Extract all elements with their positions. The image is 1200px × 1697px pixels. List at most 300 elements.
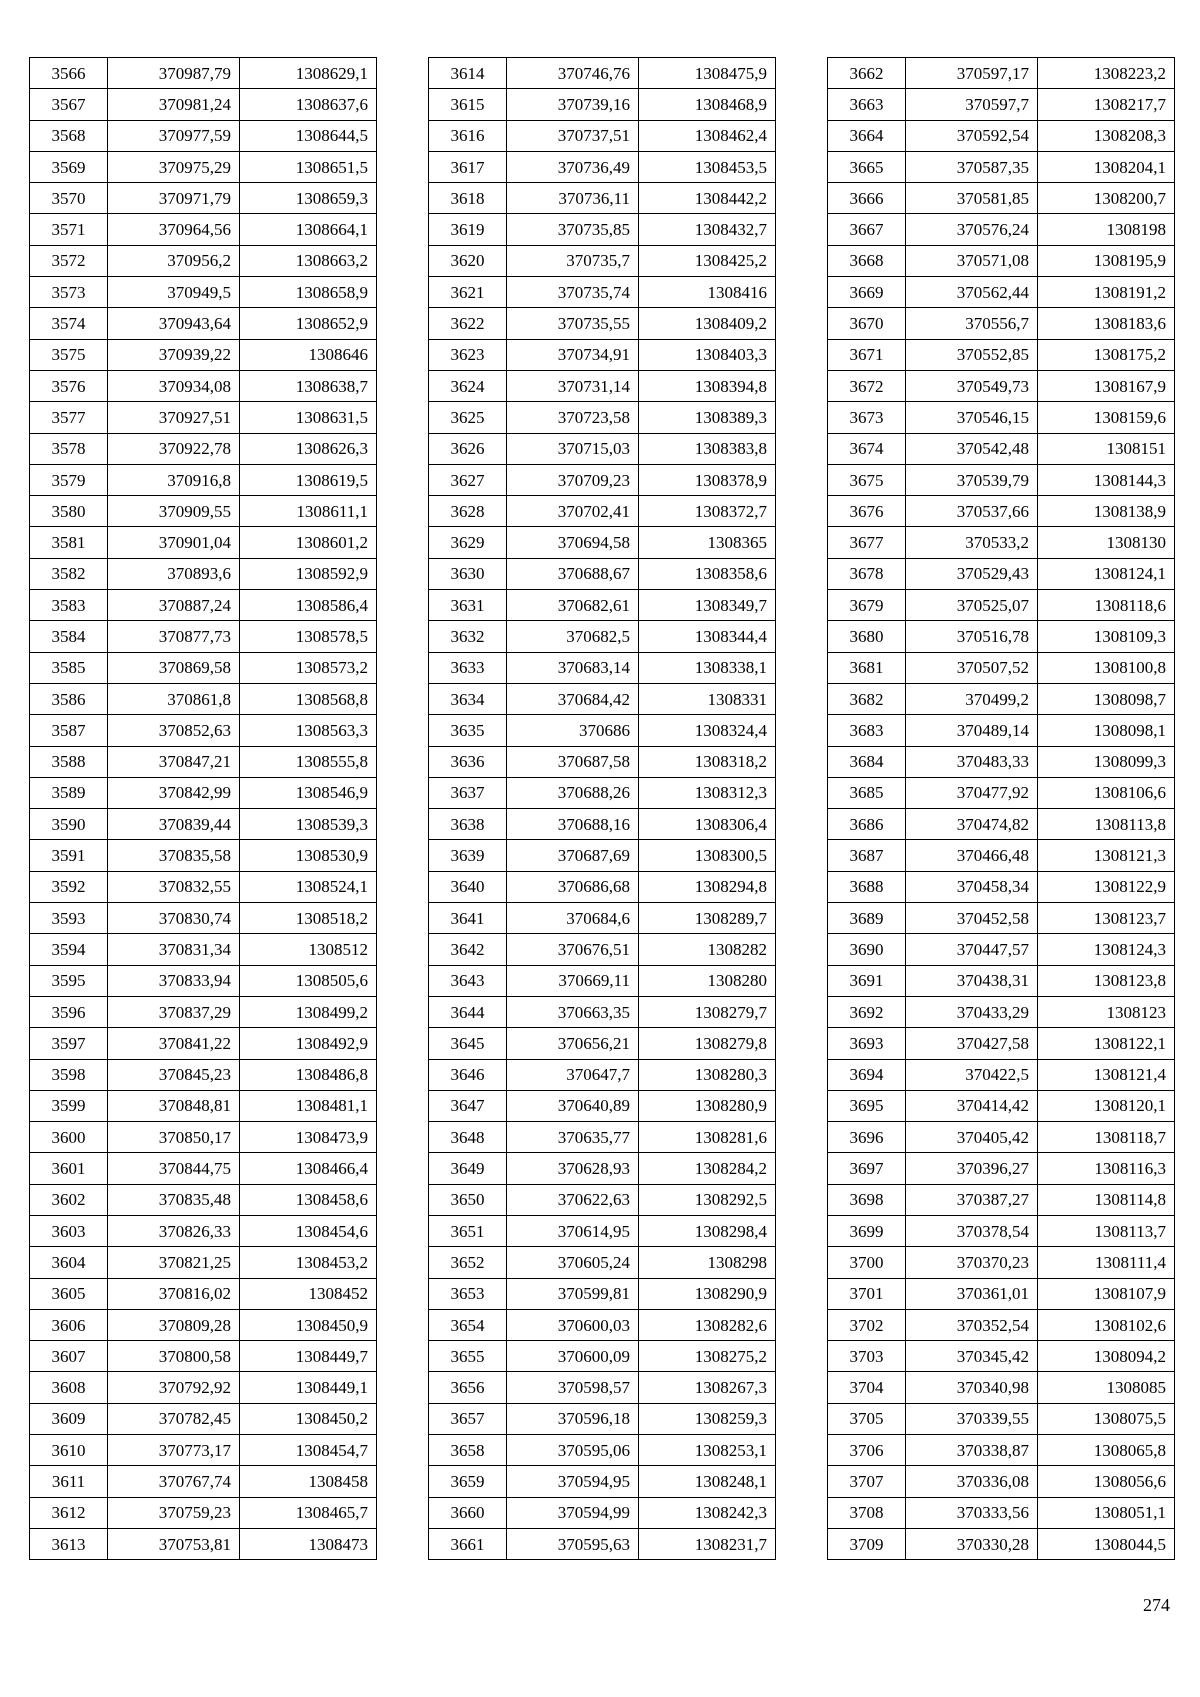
point-number-cell: 3625 bbox=[429, 402, 507, 433]
x-coordinate-cell: 370477,92 bbox=[906, 777, 1038, 808]
y-coordinate-cell: 1308659,3 bbox=[240, 183, 377, 214]
table-row bbox=[30, 1403, 377, 1434]
table-row bbox=[429, 1528, 776, 1559]
table-row bbox=[30, 1215, 377, 1246]
table-row bbox=[429, 1247, 776, 1278]
table-row bbox=[30, 1028, 377, 1059]
table-row bbox=[828, 1372, 1175, 1403]
x-coordinate-cell: 370723,58 bbox=[507, 402, 639, 433]
point-number-cell: 3658 bbox=[429, 1435, 507, 1466]
x-coordinate-cell: 370739,16 bbox=[507, 89, 639, 120]
table-row bbox=[30, 809, 377, 840]
x-coordinate-cell: 370507,52 bbox=[906, 652, 1038, 683]
point-number-cell: 3587 bbox=[30, 715, 108, 746]
x-coordinate-cell: 370352,54 bbox=[906, 1309, 1038, 1340]
y-coordinate-cell: 1308138,9 bbox=[1038, 496, 1175, 527]
table-row bbox=[828, 903, 1175, 934]
x-coordinate-cell: 370483,33 bbox=[906, 746, 1038, 777]
table-row bbox=[828, 590, 1175, 621]
table-row bbox=[30, 1090, 377, 1121]
y-coordinate-cell: 1308383,8 bbox=[639, 433, 776, 464]
point-number-cell: 3649 bbox=[429, 1153, 507, 1184]
point-number-cell: 3637 bbox=[429, 777, 507, 808]
point-number-cell: 3619 bbox=[429, 214, 507, 245]
x-coordinate-cell: 370835,58 bbox=[108, 840, 240, 871]
x-coordinate-cell: 370753,81 bbox=[108, 1528, 240, 1559]
point-number-cell: 3586 bbox=[30, 683, 108, 714]
x-coordinate-cell: 370640,89 bbox=[507, 1090, 639, 1121]
point-number-cell: 3692 bbox=[828, 996, 906, 1027]
y-coordinate-cell: 1308085 bbox=[1038, 1372, 1175, 1403]
y-coordinate-cell: 1308539,3 bbox=[240, 809, 377, 840]
y-coordinate-cell: 1308175,2 bbox=[1038, 339, 1175, 370]
x-coordinate-cell: 370549,73 bbox=[906, 370, 1038, 401]
y-coordinate-cell: 1308279,8 bbox=[639, 1028, 776, 1059]
table-row bbox=[828, 1435, 1175, 1466]
x-coordinate-cell: 370594,99 bbox=[507, 1497, 639, 1528]
x-coordinate-cell: 370842,99 bbox=[108, 777, 240, 808]
point-number-cell: 3575 bbox=[30, 339, 108, 370]
x-coordinate-cell: 370339,55 bbox=[906, 1403, 1038, 1434]
y-coordinate-cell: 1308312,3 bbox=[639, 777, 776, 808]
table-row bbox=[429, 339, 776, 370]
point-number-cell: 3641 bbox=[429, 903, 507, 934]
x-coordinate-cell: 370956,2 bbox=[108, 245, 240, 276]
table-row bbox=[828, 245, 1175, 276]
x-coordinate-cell: 370731,14 bbox=[507, 370, 639, 401]
y-coordinate-cell: 1308183,6 bbox=[1038, 308, 1175, 339]
y-coordinate-cell: 1308425,2 bbox=[639, 245, 776, 276]
point-number-cell: 3599 bbox=[30, 1090, 108, 1121]
table-row bbox=[429, 527, 776, 558]
table-row bbox=[30, 183, 377, 214]
point-number-cell: 3684 bbox=[828, 746, 906, 777]
point-number-cell: 3663 bbox=[828, 89, 906, 120]
y-coordinate-cell: 1308113,8 bbox=[1038, 809, 1175, 840]
table-row bbox=[429, 89, 776, 120]
x-coordinate-cell: 370537,66 bbox=[906, 496, 1038, 527]
y-coordinate-cell: 1308409,2 bbox=[639, 308, 776, 339]
table-row bbox=[429, 1403, 776, 1434]
x-coordinate-cell: 370715,03 bbox=[507, 433, 639, 464]
point-number-cell: 3602 bbox=[30, 1184, 108, 1215]
point-number-cell: 3665 bbox=[828, 151, 906, 182]
y-coordinate-cell: 1308468,9 bbox=[639, 89, 776, 120]
y-coordinate-cell: 1308378,9 bbox=[639, 464, 776, 495]
table-row bbox=[30, 370, 377, 401]
table-row bbox=[429, 934, 776, 965]
y-coordinate-cell: 1308280 bbox=[639, 965, 776, 996]
point-number-cell: 3605 bbox=[30, 1278, 108, 1309]
x-coordinate-cell: 370735,7 bbox=[507, 245, 639, 276]
y-coordinate-cell: 1308465,7 bbox=[240, 1497, 377, 1528]
x-coordinate-cell: 370663,35 bbox=[507, 996, 639, 1027]
point-number-cell: 3657 bbox=[429, 1403, 507, 1434]
x-coordinate-cell: 370987,79 bbox=[108, 58, 240, 89]
table-row bbox=[429, 965, 776, 996]
point-number-cell: 3661 bbox=[429, 1528, 507, 1559]
x-coordinate-cell: 370694,58 bbox=[507, 527, 639, 558]
y-coordinate-cell: 1308344,4 bbox=[639, 621, 776, 652]
x-coordinate-cell: 370841,22 bbox=[108, 1028, 240, 1059]
x-coordinate-cell: 370833,94 bbox=[108, 965, 240, 996]
x-coordinate-cell: 370647,7 bbox=[507, 1059, 639, 1090]
table-row bbox=[429, 496, 776, 527]
point-number-cell: 3651 bbox=[429, 1215, 507, 1246]
table-row bbox=[30, 1435, 377, 1466]
point-number-cell: 3700 bbox=[828, 1247, 906, 1278]
point-number-cell: 3621 bbox=[429, 277, 507, 308]
table-row bbox=[30, 245, 377, 276]
x-coordinate-cell: 370516,78 bbox=[906, 621, 1038, 652]
point-number-cell: 3578 bbox=[30, 433, 108, 464]
y-coordinate-cell: 1308290,9 bbox=[639, 1278, 776, 1309]
point-number-cell: 3646 bbox=[429, 1059, 507, 1090]
point-number-cell: 3654 bbox=[429, 1309, 507, 1340]
x-coordinate-cell: 370489,14 bbox=[906, 715, 1038, 746]
table-row bbox=[828, 214, 1175, 245]
y-coordinate-cell: 1308403,3 bbox=[639, 339, 776, 370]
x-coordinate-cell: 370922,78 bbox=[108, 433, 240, 464]
point-number-cell: 3675 bbox=[828, 464, 906, 495]
x-coordinate-cell: 370773,17 bbox=[108, 1435, 240, 1466]
x-coordinate-cell: 370735,85 bbox=[507, 214, 639, 245]
x-coordinate-cell: 370686 bbox=[507, 715, 639, 746]
table-row bbox=[429, 1028, 776, 1059]
table-row bbox=[30, 621, 377, 652]
y-coordinate-cell: 1308114,8 bbox=[1038, 1184, 1175, 1215]
y-coordinate-cell: 1308151 bbox=[1038, 433, 1175, 464]
x-coordinate-cell: 370635,77 bbox=[507, 1122, 639, 1153]
y-coordinate-cell: 1308518,2 bbox=[240, 903, 377, 934]
x-coordinate-cell: 370596,18 bbox=[507, 1403, 639, 1434]
point-number-cell: 3611 bbox=[30, 1466, 108, 1497]
y-coordinate-cell: 1308118,7 bbox=[1038, 1122, 1175, 1153]
y-coordinate-cell: 1308044,5 bbox=[1038, 1528, 1175, 1559]
x-coordinate-cell: 370736,11 bbox=[507, 183, 639, 214]
y-coordinate-cell: 1308663,2 bbox=[240, 245, 377, 276]
table-row bbox=[828, 558, 1175, 589]
point-number-cell: 3584 bbox=[30, 621, 108, 652]
y-coordinate-cell: 1308116,3 bbox=[1038, 1153, 1175, 1184]
table-row bbox=[429, 1122, 776, 1153]
point-number-cell: 3697 bbox=[828, 1153, 906, 1184]
table-row bbox=[828, 527, 1175, 558]
point-number-cell: 3594 bbox=[30, 934, 108, 965]
x-coordinate-cell: 370682,61 bbox=[507, 590, 639, 621]
point-number-cell: 3696 bbox=[828, 1122, 906, 1153]
table-row bbox=[30, 746, 377, 777]
y-coordinate-cell: 1308586,4 bbox=[240, 590, 377, 621]
point-number-cell: 3669 bbox=[828, 277, 906, 308]
y-coordinate-cell: 1308568,8 bbox=[240, 683, 377, 714]
y-coordinate-cell: 1308124,1 bbox=[1038, 558, 1175, 589]
y-coordinate-cell: 1308452 bbox=[240, 1278, 377, 1309]
y-coordinate-cell: 1308144,3 bbox=[1038, 464, 1175, 495]
x-coordinate-cell: 370422,5 bbox=[906, 1059, 1038, 1090]
y-coordinate-cell: 1308120,1 bbox=[1038, 1090, 1175, 1121]
table-row bbox=[429, 370, 776, 401]
point-number-cell: 3636 bbox=[429, 746, 507, 777]
point-number-cell: 3662 bbox=[828, 58, 906, 89]
point-number-cell: 3595 bbox=[30, 965, 108, 996]
x-coordinate-cell: 370831,34 bbox=[108, 934, 240, 965]
table-row bbox=[429, 1309, 776, 1340]
y-coordinate-cell: 1308124,3 bbox=[1038, 934, 1175, 965]
y-coordinate-cell: 1308107,9 bbox=[1038, 1278, 1175, 1309]
table-row bbox=[30, 151, 377, 182]
y-coordinate-cell: 1308122,1 bbox=[1038, 1028, 1175, 1059]
table-row bbox=[429, 245, 776, 276]
x-coordinate-cell: 370848,81 bbox=[108, 1090, 240, 1121]
table-row bbox=[828, 1028, 1175, 1059]
x-coordinate-cell: 370964,56 bbox=[108, 214, 240, 245]
point-number-cell: 3610 bbox=[30, 1435, 108, 1466]
point-number-cell: 3647 bbox=[429, 1090, 507, 1121]
y-coordinate-cell: 1308555,8 bbox=[240, 746, 377, 777]
y-coordinate-cell: 1308524,1 bbox=[240, 871, 377, 902]
point-number-cell: 3606 bbox=[30, 1309, 108, 1340]
table-row bbox=[828, 1153, 1175, 1184]
y-coordinate-cell: 1308292,5 bbox=[639, 1184, 776, 1215]
point-number-cell: 3668 bbox=[828, 245, 906, 276]
table-row bbox=[30, 277, 377, 308]
x-coordinate-cell: 370735,74 bbox=[507, 277, 639, 308]
x-coordinate-cell: 370458,34 bbox=[906, 871, 1038, 902]
x-coordinate-cell: 370682,5 bbox=[507, 621, 639, 652]
y-coordinate-cell: 1308109,3 bbox=[1038, 621, 1175, 652]
point-number-cell: 3674 bbox=[828, 433, 906, 464]
y-coordinate-cell: 1308658,9 bbox=[240, 277, 377, 308]
y-coordinate-cell: 1308646 bbox=[240, 339, 377, 370]
y-coordinate-cell: 1308449,7 bbox=[240, 1341, 377, 1372]
y-coordinate-cell: 1308450,9 bbox=[240, 1309, 377, 1340]
y-coordinate-cell: 1308298,4 bbox=[639, 1215, 776, 1246]
table-row bbox=[30, 1278, 377, 1309]
y-coordinate-cell: 1308629,1 bbox=[240, 58, 377, 89]
coordinate-table-2 bbox=[428, 57, 776, 1560]
point-number-cell: 3582 bbox=[30, 558, 108, 589]
x-coordinate-cell: 370333,56 bbox=[906, 1497, 1038, 1528]
table-row bbox=[30, 527, 377, 558]
x-coordinate-cell: 370525,07 bbox=[906, 590, 1038, 621]
y-coordinate-cell: 1308450,2 bbox=[240, 1403, 377, 1434]
point-number-cell: 3573 bbox=[30, 277, 108, 308]
point-number-cell: 3656 bbox=[429, 1372, 507, 1403]
table-row bbox=[828, 339, 1175, 370]
table-row bbox=[30, 1059, 377, 1090]
y-coordinate-cell: 1308223,2 bbox=[1038, 58, 1175, 89]
table-row bbox=[429, 1215, 776, 1246]
x-coordinate-cell: 370835,48 bbox=[108, 1184, 240, 1215]
table-row bbox=[30, 1184, 377, 1215]
point-number-cell: 3622 bbox=[429, 308, 507, 339]
x-coordinate-cell: 370847,21 bbox=[108, 746, 240, 777]
point-number-cell: 3631 bbox=[429, 590, 507, 621]
y-coordinate-cell: 1308191,2 bbox=[1038, 277, 1175, 308]
y-coordinate-cell: 1308122,9 bbox=[1038, 871, 1175, 902]
table-row bbox=[828, 496, 1175, 527]
point-number-cell: 3635 bbox=[429, 715, 507, 746]
point-number-cell: 3683 bbox=[828, 715, 906, 746]
table-row bbox=[828, 996, 1175, 1027]
table-row bbox=[828, 621, 1175, 652]
y-coordinate-cell: 1308113,7 bbox=[1038, 1215, 1175, 1246]
table-row bbox=[30, 214, 377, 245]
table-row bbox=[828, 777, 1175, 808]
table-row bbox=[429, 433, 776, 464]
x-coordinate-cell: 370688,16 bbox=[507, 809, 639, 840]
table-row bbox=[429, 402, 776, 433]
y-coordinate-cell: 1308065,8 bbox=[1038, 1435, 1175, 1466]
table-row bbox=[30, 965, 377, 996]
x-coordinate-cell: 370438,31 bbox=[906, 965, 1038, 996]
table-row bbox=[429, 151, 776, 182]
y-coordinate-cell: 1308592,9 bbox=[240, 558, 377, 589]
table-row bbox=[429, 308, 776, 339]
point-number-cell: 3600 bbox=[30, 1122, 108, 1153]
x-coordinate-cell: 370414,42 bbox=[906, 1090, 1038, 1121]
x-coordinate-cell: 370901,04 bbox=[108, 527, 240, 558]
table-row bbox=[828, 464, 1175, 495]
y-coordinate-cell: 1308652,9 bbox=[240, 308, 377, 339]
x-coordinate-cell: 370592,54 bbox=[906, 120, 1038, 151]
point-number-cell: 3680 bbox=[828, 621, 906, 652]
y-coordinate-cell: 1308530,9 bbox=[240, 840, 377, 871]
table-row bbox=[30, 777, 377, 808]
point-number-cell: 3585 bbox=[30, 652, 108, 683]
x-coordinate-cell: 370734,91 bbox=[507, 339, 639, 370]
table-row bbox=[30, 1528, 377, 1559]
y-coordinate-cell: 1308466,4 bbox=[240, 1153, 377, 1184]
point-number-cell: 3695 bbox=[828, 1090, 906, 1121]
point-number-cell: 3699 bbox=[828, 1215, 906, 1246]
x-coordinate-cell: 370816,02 bbox=[108, 1278, 240, 1309]
x-coordinate-cell: 370571,08 bbox=[906, 245, 1038, 276]
y-coordinate-cell: 1308282 bbox=[639, 934, 776, 965]
x-coordinate-cell: 370605,24 bbox=[507, 1247, 639, 1278]
point-number-cell: 3624 bbox=[429, 370, 507, 401]
y-coordinate-cell: 1308475,9 bbox=[639, 58, 776, 89]
table-row bbox=[429, 1278, 776, 1309]
x-coordinate-cell: 370600,09 bbox=[507, 1341, 639, 1372]
y-coordinate-cell: 1308637,6 bbox=[240, 89, 377, 120]
table-row bbox=[30, 1372, 377, 1403]
y-coordinate-cell: 1308267,3 bbox=[639, 1372, 776, 1403]
table-row bbox=[828, 402, 1175, 433]
table-row bbox=[30, 652, 377, 683]
x-coordinate-cell: 370861,8 bbox=[108, 683, 240, 714]
point-number-cell: 3677 bbox=[828, 527, 906, 558]
x-coordinate-cell: 370427,58 bbox=[906, 1028, 1038, 1059]
x-coordinate-cell: 370981,24 bbox=[108, 89, 240, 120]
table-row bbox=[828, 1309, 1175, 1340]
x-coordinate-cell: 370916,8 bbox=[108, 464, 240, 495]
y-coordinate-cell: 1308458 bbox=[240, 1466, 377, 1497]
y-coordinate-cell: 1308204,1 bbox=[1038, 151, 1175, 182]
x-coordinate-cell: 370837,29 bbox=[108, 996, 240, 1027]
point-number-cell: 3604 bbox=[30, 1247, 108, 1278]
y-coordinate-cell: 1308198 bbox=[1038, 214, 1175, 245]
table-row bbox=[429, 1153, 776, 1184]
x-coordinate-cell: 370934,08 bbox=[108, 370, 240, 401]
point-number-cell: 3616 bbox=[429, 120, 507, 151]
table-row bbox=[30, 1247, 377, 1278]
table-row bbox=[828, 746, 1175, 777]
y-coordinate-cell: 1308626,3 bbox=[240, 433, 377, 464]
x-coordinate-cell: 370669,11 bbox=[507, 965, 639, 996]
point-number-cell: 3580 bbox=[30, 496, 108, 527]
point-number-cell: 3623 bbox=[429, 339, 507, 370]
table-row bbox=[429, 120, 776, 151]
y-coordinate-cell: 1308416 bbox=[639, 277, 776, 308]
point-number-cell: 3704 bbox=[828, 1372, 906, 1403]
point-number-cell: 3633 bbox=[429, 652, 507, 683]
table-row bbox=[30, 996, 377, 1027]
table-row bbox=[828, 1341, 1175, 1372]
table-row bbox=[429, 621, 776, 652]
point-number-cell: 3648 bbox=[429, 1122, 507, 1153]
table-row bbox=[828, 120, 1175, 151]
y-coordinate-cell: 1308289,7 bbox=[639, 903, 776, 934]
x-coordinate-cell: 370378,54 bbox=[906, 1215, 1038, 1246]
x-coordinate-cell: 370821,25 bbox=[108, 1247, 240, 1278]
table-row bbox=[30, 934, 377, 965]
table-row bbox=[30, 903, 377, 934]
point-number-cell: 3678 bbox=[828, 558, 906, 589]
table-row bbox=[828, 1497, 1175, 1528]
point-number-cell: 3701 bbox=[828, 1278, 906, 1309]
y-coordinate-cell: 1308512 bbox=[240, 934, 377, 965]
x-coordinate-cell: 370687,58 bbox=[507, 746, 639, 777]
point-number-cell: 3634 bbox=[429, 683, 507, 714]
y-coordinate-cell: 1308111,4 bbox=[1038, 1247, 1175, 1278]
point-number-cell: 3628 bbox=[429, 496, 507, 527]
x-coordinate-cell: 370782,45 bbox=[108, 1403, 240, 1434]
y-coordinate-cell: 1308279,7 bbox=[639, 996, 776, 1027]
y-coordinate-cell: 1308664,1 bbox=[240, 214, 377, 245]
y-coordinate-cell: 1308432,7 bbox=[639, 214, 776, 245]
x-coordinate-cell: 370556,7 bbox=[906, 308, 1038, 339]
y-coordinate-cell: 1308563,3 bbox=[240, 715, 377, 746]
y-coordinate-cell: 1308100,8 bbox=[1038, 652, 1175, 683]
point-number-cell: 3583 bbox=[30, 590, 108, 621]
table-row bbox=[828, 433, 1175, 464]
x-coordinate-cell: 370433,29 bbox=[906, 996, 1038, 1027]
table-row bbox=[828, 151, 1175, 182]
point-number-cell: 3672 bbox=[828, 370, 906, 401]
y-coordinate-cell: 1308358,6 bbox=[639, 558, 776, 589]
table-row bbox=[30, 120, 377, 151]
table-row bbox=[429, 1184, 776, 1215]
x-coordinate-cell: 370800,58 bbox=[108, 1341, 240, 1372]
point-number-cell: 3639 bbox=[429, 840, 507, 871]
y-coordinate-cell: 1308167,9 bbox=[1038, 370, 1175, 401]
table-row bbox=[429, 183, 776, 214]
point-number-cell: 3673 bbox=[828, 402, 906, 433]
table-row bbox=[429, 1497, 776, 1528]
x-coordinate-cell: 370844,75 bbox=[108, 1153, 240, 1184]
table-row bbox=[828, 840, 1175, 871]
point-number-cell: 3690 bbox=[828, 934, 906, 965]
x-coordinate-cell: 370370,23 bbox=[906, 1247, 1038, 1278]
y-coordinate-cell: 1308217,7 bbox=[1038, 89, 1175, 120]
table-row bbox=[30, 496, 377, 527]
point-number-cell: 3698 bbox=[828, 1184, 906, 1215]
x-coordinate-cell: 370581,85 bbox=[906, 183, 1038, 214]
point-number-cell: 3569 bbox=[30, 151, 108, 182]
x-coordinate-cell: 370387,27 bbox=[906, 1184, 1038, 1215]
